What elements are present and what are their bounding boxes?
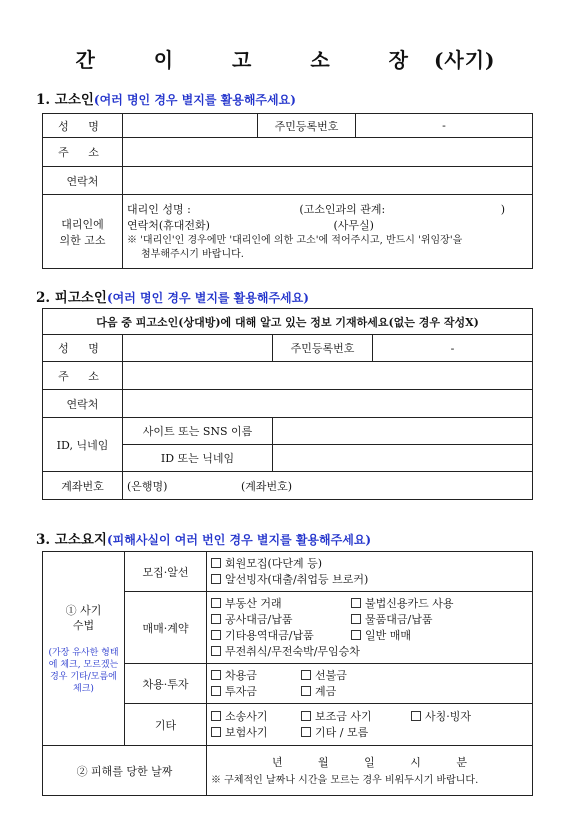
etc-1a-checkbox[interactable] xyxy=(211,711,221,721)
trade-3a-checkbox[interactable] xyxy=(211,630,221,640)
accused-name-label: 성 명 xyxy=(43,335,123,362)
loan-2a-label: 투자금 xyxy=(225,684,257,698)
complainant-rrn-label: 주민등록번호 xyxy=(258,114,356,138)
etc-2a-label: 보험사기 xyxy=(225,725,268,739)
fraud-method-label xyxy=(43,552,125,746)
complainant-rrn-field[interactable]: - xyxy=(356,114,533,138)
fraud-method-label-line1: ① 사기 xyxy=(65,603,102,617)
section2-title: 2. 피고소인 xyxy=(36,290,107,306)
recruit-2-label: 알선빙자(대출/취업등 브로커) xyxy=(225,572,369,586)
trade-1b-checkbox[interactable] xyxy=(351,598,361,608)
fraud-method-label-line2: 수법 xyxy=(72,618,95,632)
complainant-address-field[interactable] xyxy=(123,138,533,167)
id-nick-label: ID 또는 닉네임 xyxy=(123,445,273,472)
section2-heading xyxy=(36,286,309,306)
agent-note-line2: 첨부해주시기 바랍니다. xyxy=(141,248,244,260)
trade-2a-label: 공사대금/납품 xyxy=(225,612,293,626)
agent-field[interactable] xyxy=(123,195,533,269)
document-title xyxy=(0,44,571,73)
damage-date-label: ② 피해를 당한 날짜 xyxy=(43,746,207,796)
etc-1c-checkbox[interactable] xyxy=(411,711,421,721)
etc-1b-label: 보조금 사기 xyxy=(315,709,372,723)
damage-date-field[interactable] xyxy=(207,746,533,796)
section3-heading xyxy=(36,528,371,548)
trade-4-checkbox[interactable] xyxy=(211,646,221,656)
etc-1b-checkbox[interactable] xyxy=(301,711,311,721)
etc-1a-label: 소송사기 xyxy=(225,709,268,723)
complainant-contact-field[interactable] xyxy=(123,167,533,195)
accused-address-label: 주 소 xyxy=(43,362,123,390)
site-label: 사이트 또는 SNS 이름 xyxy=(123,418,273,445)
section2-note: (여러 명인 경우 별지를 활용해주세요) xyxy=(106,291,309,305)
loan-1a-label: 차용금 xyxy=(225,668,257,682)
agent-label-line2: 의한 고소 xyxy=(59,233,106,247)
loan-2b-checkbox[interactable] xyxy=(301,686,311,696)
agent-relation-label: (고소인과의 관계: xyxy=(299,202,386,216)
title-main: 간 이 고 소 장 xyxy=(75,48,434,72)
trade-4-label: 무전취식/무전숙박/무임승차 xyxy=(225,644,360,658)
etc-2b-checkbox[interactable] xyxy=(301,727,311,737)
accused-rrn-field[interactable]: - xyxy=(373,335,533,362)
bank-name-label: (은행명) xyxy=(127,479,168,493)
loan-1b-label: 선불금 xyxy=(315,668,347,682)
agent-office-label: (사무실) xyxy=(333,218,374,232)
category-etc-label: 기타 xyxy=(125,704,207,746)
complainant-contact-label: 연락처 xyxy=(43,167,123,195)
agent-note-line1: ※ '대리인'인 경우에만 '대리인에 의한 고소'에 적어주시고, 반드시 '위임장'을 xyxy=(127,234,463,246)
section3-title: 3. 고소요지 xyxy=(36,532,107,548)
complainant-name-field[interactable] xyxy=(123,114,258,138)
category-recruit-label: 모집·알선 xyxy=(125,552,207,592)
accused-rrn-label: 주민등록번호 xyxy=(273,335,373,362)
trade-3a-label: 기타용역대금/납품 xyxy=(225,628,314,642)
accused-table xyxy=(42,308,533,500)
title-suffix: (사기) xyxy=(433,48,496,72)
category-etc-options xyxy=(207,704,533,746)
accused-id-label: ID, 닉네임 xyxy=(43,418,123,472)
trade-1a-label: 부동산 거래 xyxy=(225,596,282,610)
category-loan-options xyxy=(207,664,533,704)
accused-contact-label: 연락처 xyxy=(43,390,123,418)
agent-name-label: 대리인 성명 : xyxy=(127,202,191,216)
accused-contact-field[interactable] xyxy=(123,390,533,418)
complaint-summary-table xyxy=(42,551,533,796)
account-number-label: (계좌번호) xyxy=(240,479,293,493)
category-recruit-options xyxy=(207,552,533,592)
loan-2a-checkbox[interactable] xyxy=(211,686,221,696)
trade-2b-checkbox[interactable] xyxy=(351,614,361,624)
category-trade-options xyxy=(207,592,533,664)
loan-2b-label: 계금 xyxy=(315,684,337,698)
trade-2b-label: 물품대금/납품 xyxy=(365,612,433,626)
trade-1a-checkbox[interactable] xyxy=(211,598,221,608)
damage-date-units: 년 월 일 시 분 xyxy=(271,755,468,769)
category-trade-label: 매매·계약 xyxy=(125,592,207,664)
complainant-table xyxy=(42,113,533,269)
recruit-2-checkbox[interactable] xyxy=(211,574,221,584)
section1-heading xyxy=(36,88,296,108)
trade-2a-checkbox[interactable] xyxy=(211,614,221,624)
etc-2b-label: 기타 / 모름 xyxy=(315,725,369,739)
section3-note: (피해사실이 여러 번인 경우 별지를 활용해주세요) xyxy=(106,533,372,547)
damage-date-note: ※ 구체적인 날짜나 시간을 모르는 경우 비워두시기 바랍니다. xyxy=(211,774,479,786)
loan-1b-checkbox[interactable] xyxy=(301,670,311,680)
etc-2a-checkbox[interactable] xyxy=(211,727,221,737)
id-nick-field[interactable] xyxy=(273,445,533,472)
trade-3b-checkbox[interactable] xyxy=(351,630,361,640)
accused-header: 다음 중 피고소인(상대방)에 대해 알고 있는 정보 기재하세요(없는 경우 작성X) xyxy=(43,309,533,335)
account-label: 계좌번호 xyxy=(43,472,123,500)
accused-address-field[interactable] xyxy=(123,362,533,390)
category-loan-label: 차용·투자 xyxy=(125,664,207,704)
trade-3b-label: 일반 매매 xyxy=(365,628,412,642)
loan-1a-checkbox[interactable] xyxy=(211,670,221,680)
etc-1c-label: 사칭·빙자 xyxy=(425,709,472,723)
agent-label-line1: 대리인에 xyxy=(61,217,104,231)
complainant-name-label: 성 명 xyxy=(43,114,123,138)
accused-name-field[interactable] xyxy=(123,335,273,362)
account-field[interactable] xyxy=(123,472,533,500)
recruit-1-checkbox[interactable] xyxy=(211,558,221,568)
site-field[interactable] xyxy=(273,418,533,445)
trade-1b-label: 불법신용카드 사용 xyxy=(365,596,454,610)
agent-relation-close: ) xyxy=(500,202,506,216)
fraud-method-hint: (가장 유사한 형태에 체크, 모르겠는 경우 기타/모름에 체크) xyxy=(48,647,119,694)
complainant-address-label: 주 소 xyxy=(43,138,123,167)
section1-title: 1. 고소인 xyxy=(36,92,94,108)
recruit-1-label: 회원모집(다단계 등) xyxy=(225,556,323,570)
agent-label xyxy=(43,195,123,269)
agent-mobile-label: 연락처(휴대전화) xyxy=(127,218,210,232)
section1-note: (여러 명인 경우 별지를 활용해주세요) xyxy=(93,93,296,107)
